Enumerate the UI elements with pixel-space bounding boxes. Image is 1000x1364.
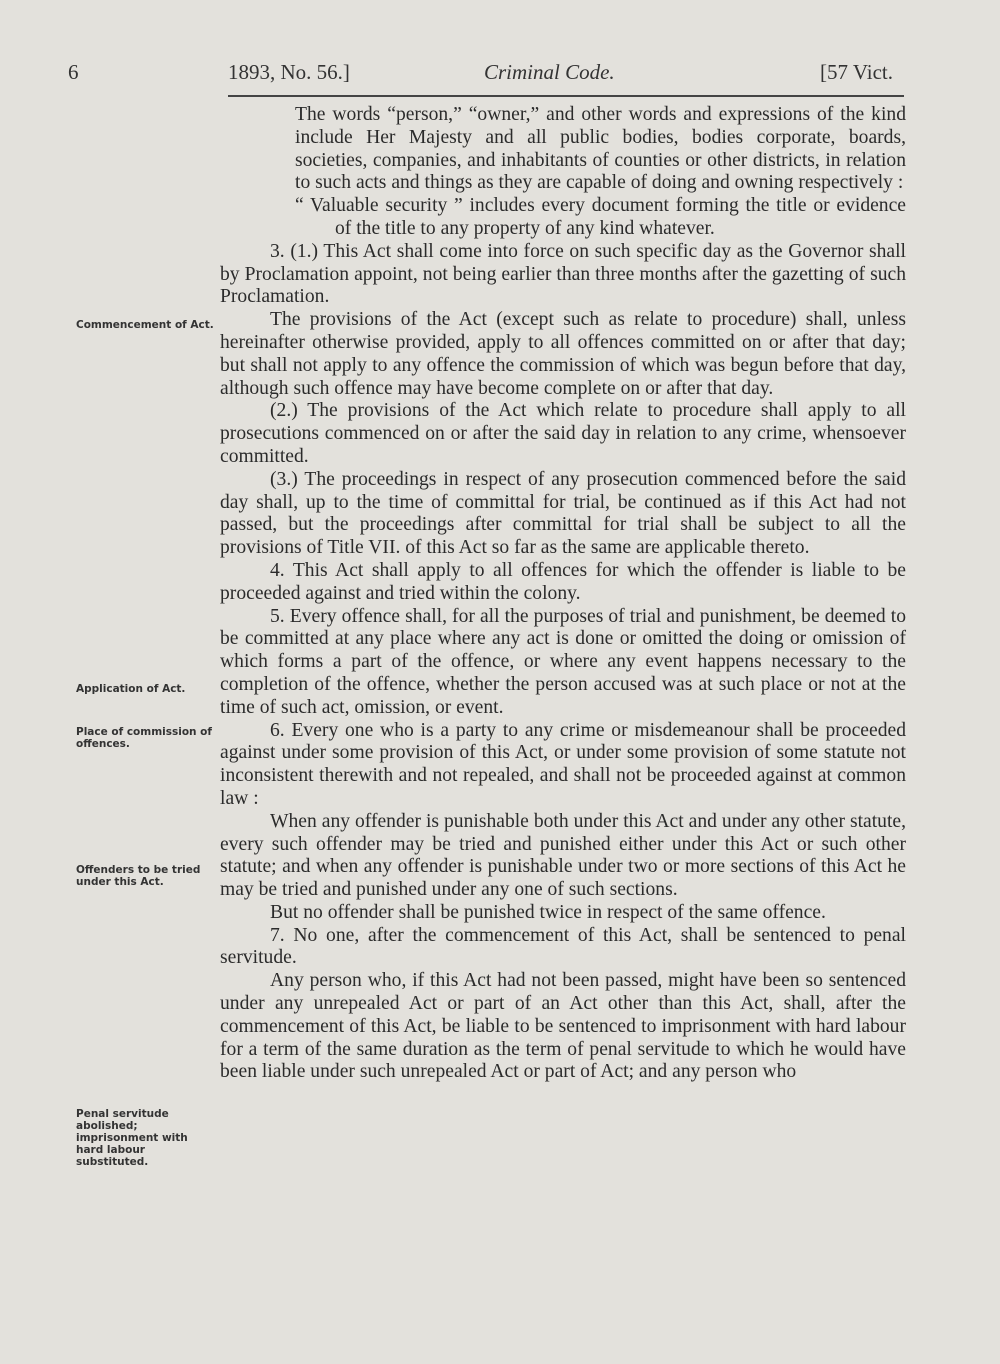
- definition-person: The words “person,” “owner,” and other words and expressions of the kind include Her Majesty and all public bodies, bodies corporate, boards, societies, companies, and inhabitants of counties or other districts, in relation to such acts and things as they are capable of doing and owning respectively :: [295, 104, 906, 194]
- act-year-number: 1893, No. 56.]: [228, 60, 350, 84]
- regnal-year: [57 Vict.: [820, 60, 894, 84]
- margin-note-commencement: Commencement of Act.: [76, 319, 214, 331]
- page-number: 6: [68, 60, 79, 84]
- section-6-but: But no offender shall be punished twice in respect of the same offence.: [270, 901, 826, 923]
- section-5: 5. Every offence shall, for all the purposes of trial and punishment, be deemed to be committed at any place where any act is done or omitted the doing or omission of which forms a part of the offence, or where any event happens necessary to the completion of the offence, whether the person accused was at such place or not at the time of such act, omission, or event.: [220, 605, 906, 718]
- section-3-1: 3. (1.) This Act shall come into force on such specific day as the Governor shall by Proclamation appoint, not being earlier than three months after the gazetting of such Proclamation.: [220, 240, 906, 308]
- margin-note-place: Place of commission of offences.: [76, 726, 212, 750]
- section-3-3: (3.) The proceedings in respect of any prosecution commenced before the said day shall, up to the time of committal for trial, be continued as if this Act had not passed, but the proceedings after committal for trial shall be subject to all the provisions of Title VII. of this Act so far as the same are applicable thereto.: [220, 468, 906, 559]
- header-rule: [228, 95, 904, 97]
- body-text: [220, 104, 906, 1084]
- section-7: 7. No one, after the commencement of this Act, shall be sentenced to penal servitude.: [220, 924, 906, 969]
- running-header: [0, 60, 1000, 90]
- section-3-2: (2.) The provisions of the Act which relate to procedure shall apply to all prosecutions commenced on or after the said day in relation to any crime, whensoever committed.: [220, 400, 906, 467]
- act-title: Criminal Code.: [484, 60, 615, 84]
- margin-note-offenders: Offenders to be tried under this Act.: [76, 864, 201, 888]
- margin-note-application: Application of Act.: [76, 683, 186, 695]
- section-6: 6. Every one who is a party to any crime or misdemeanour shall be proceeded against under some provision of this Act, or under some provision of some statute not inconsistent therewith and not repealed, and shall not be proceeded against at common law :: [220, 719, 906, 809]
- definition-valuable-security: “ Valuable security ” includes every document forming the title or evidence of the title to any property of any kind whatever.: [295, 195, 906, 239]
- section-4: 4. This Act shall apply to all offences for which the offender is liable to be proceeded against and tried within the colony.: [220, 559, 906, 604]
- margin-note-penal: Penal servitude abolished; imprisonment with hard labour substituted.: [76, 1108, 188, 1168]
- section-3-provisions: The provisions of the Act (except such as relate to procedure) shall, unless hereinafter otherwise provided, apply to all offences committed on or after that day; but shall not apply to any offence the commission of which was begun before that day, although such offence may have become complete on or after that day.: [220, 309, 906, 399]
- section-6-when: When any offender is punishable both under this Act and under any other statute, every such offender may be tried and punished either under this Act or such other statute; and when any offender is punishable under two or more sections of this Act he may be tried and punished under any one of such sections.: [220, 810, 906, 901]
- section-7-any-person: Any person who, if this Act had not been passed, might have been so sentenced under any unrepealed Act or part of an Act other than this Act, shall, after the commencement of this Act, be liable to be sentenced to imprisonment with hard labour for a term of the same duration as the term of penal servitude to which he would have been liable under such unrepealed Act or part of Act; and any person who: [220, 970, 906, 1083]
